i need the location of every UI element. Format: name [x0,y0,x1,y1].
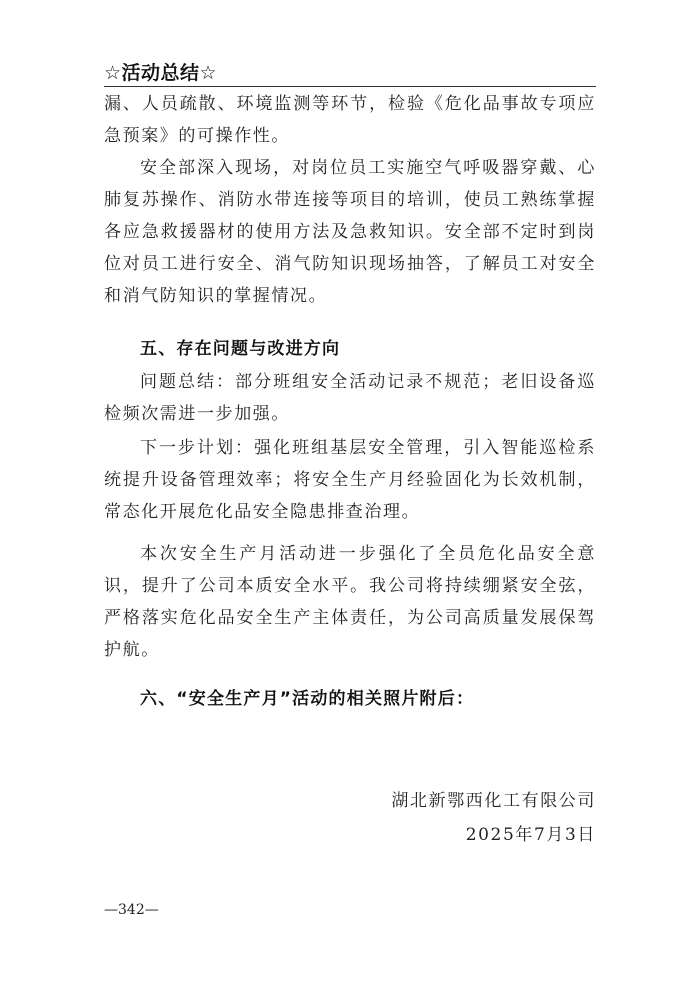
signature-date: 2025年7月3日 [465,825,596,845]
paragraph-drill-continuation: 漏、人员疏散、环境监测等环节，检验《危化品事故专项应急预案》的可操作性。 [104,94,596,146]
section-heading-5: 五、存在问题与改进方向 [140,339,341,359]
section-heading-6: 六、“安全生产月”活动的相关照片附后： [140,689,475,709]
paragraph-problems: 问题总结：部分班组安全活动记录不规范；老旧设备巡检频次需进一步加强。 [104,372,596,424]
page-number: —342— [104,902,159,918]
paragraph-training: 安全部深入现场，对岗位员工实施空气呼吸器穿戴、心肺复苏操作、消防水带连接等项目的培训，使员工熟练掌握各应急救援器材的使用方法及急救知识。安全部不定时到岗位对员工进行安全、消气防知识现场抽答，了解员工对安全和消气防知识的掌握情况。 [104,158,596,306]
signature-company: 湖北新鄂西化工有限公司 [391,791,596,811]
paragraph-conclusion: 本次安全生产月活动进一步强化了全员危化品安全意识，提升了公司本质安全水平。我公司将持续绷紧安全弦，严格落实危化品安全生产主体责任，为公司高质量发展保驾护航。 [104,544,596,660]
header-title: ☆活动总结☆ [104,62,218,84]
page-header [104,56,596,87]
paragraph-next-plan: 下一步计划：强化班组基层安全管理，引入智能巡检系统提升设备管理效率；将安全生产月经验固化为长效机制，常态化开展危化品安全隐患排查治理。 [104,438,596,522]
